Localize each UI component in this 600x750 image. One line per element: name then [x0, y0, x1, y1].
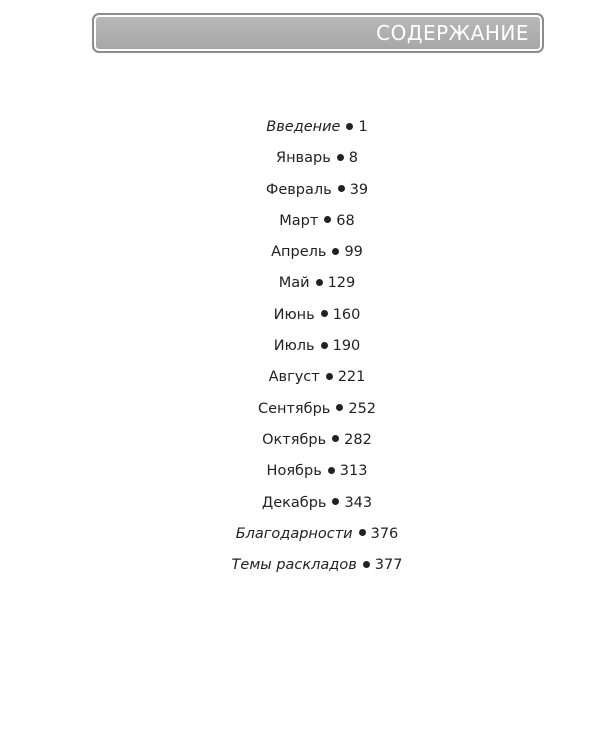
- toc-entry: [0, 272, 600, 303]
- bullet-icon: [363, 561, 370, 568]
- bullet-icon: [328, 467, 335, 474]
- toc-entry-label: Темы раскладов: [231, 557, 357, 574]
- bullet-icon: [326, 373, 333, 380]
- toc-entry: [0, 398, 600, 429]
- toc-entry-label: Март: [279, 212, 319, 229]
- bullet-icon: [316, 279, 323, 286]
- toc-entry-page: 39: [349, 181, 369, 198]
- bullet-icon: [336, 404, 343, 411]
- toc-entry-label: Октябрь: [262, 431, 327, 448]
- bullet-icon: [324, 216, 331, 223]
- toc-entry-label: Май: [278, 275, 310, 292]
- toc-entry-page: 190: [332, 338, 361, 355]
- toc-entry-label: Введение: [266, 119, 341, 135]
- toc-entry-page: 376: [370, 525, 399, 542]
- toc-entry-label: Ноябрь: [266, 463, 322, 480]
- toc-entry: [0, 210, 600, 241]
- toc-entry-page: 221: [337, 369, 366, 386]
- toc-entry: [0, 554, 600, 585]
- bullet-icon: [332, 248, 339, 255]
- table-of-contents: [0, 116, 600, 585]
- toc-entry-label: Декабрь: [261, 494, 327, 511]
- bullet-icon: [332, 435, 339, 442]
- toc-entry: [0, 460, 600, 491]
- bullet-icon: [321, 342, 328, 349]
- toc-entry-label: Апрель: [271, 244, 327, 261]
- toc-entry: [0, 335, 600, 366]
- toc-entry-page: 282: [344, 431, 372, 448]
- toc-entry-page: 377: [374, 557, 403, 574]
- toc-entry-page: 68: [336, 212, 355, 229]
- toc-entry-page: 129: [327, 275, 356, 292]
- toc-entry: [0, 523, 600, 554]
- toc-entry-page: 160: [332, 306, 361, 323]
- toc-entry-page: 99: [344, 244, 363, 261]
- toc-entry: [0, 116, 600, 147]
- toc-entry: [0, 429, 600, 460]
- toc-entry: [0, 147, 600, 178]
- toc-entry-page: 8: [348, 150, 358, 167]
- toc-entry-label: Сентябрь: [257, 400, 331, 417]
- toc-entry-label: Июнь: [273, 306, 315, 323]
- header-bar: [92, 13, 544, 53]
- toc-entry-page: 313: [339, 463, 368, 480]
- toc-entry: [0, 492, 600, 523]
- toc-entry-label: Январь: [276, 150, 331, 167]
- bullet-icon: [338, 185, 345, 192]
- bullet-icon: [332, 498, 339, 505]
- toc-entry-page: 1: [358, 119, 368, 135]
- toc-entry-page: 252: [348, 400, 377, 417]
- toc-entry-label: Благодарности: [235, 525, 353, 542]
- toc-entry: [0, 241, 600, 272]
- bullet-icon: [346, 123, 353, 130]
- toc-entry-label: Август: [268, 369, 320, 386]
- bullet-icon: [321, 310, 328, 317]
- toc-entry: [0, 366, 600, 397]
- bullet-icon: [337, 154, 344, 161]
- toc-entry-label: Июль: [273, 338, 315, 355]
- toc-entry-page: 343: [344, 494, 373, 511]
- toc-entry-label: Февраль: [265, 181, 332, 198]
- bullet-icon: [359, 529, 366, 536]
- toc-entry: [0, 179, 600, 210]
- page-title: СОДЕРЖАНИЕ: [376, 21, 529, 45]
- toc-entry: [0, 304, 600, 335]
